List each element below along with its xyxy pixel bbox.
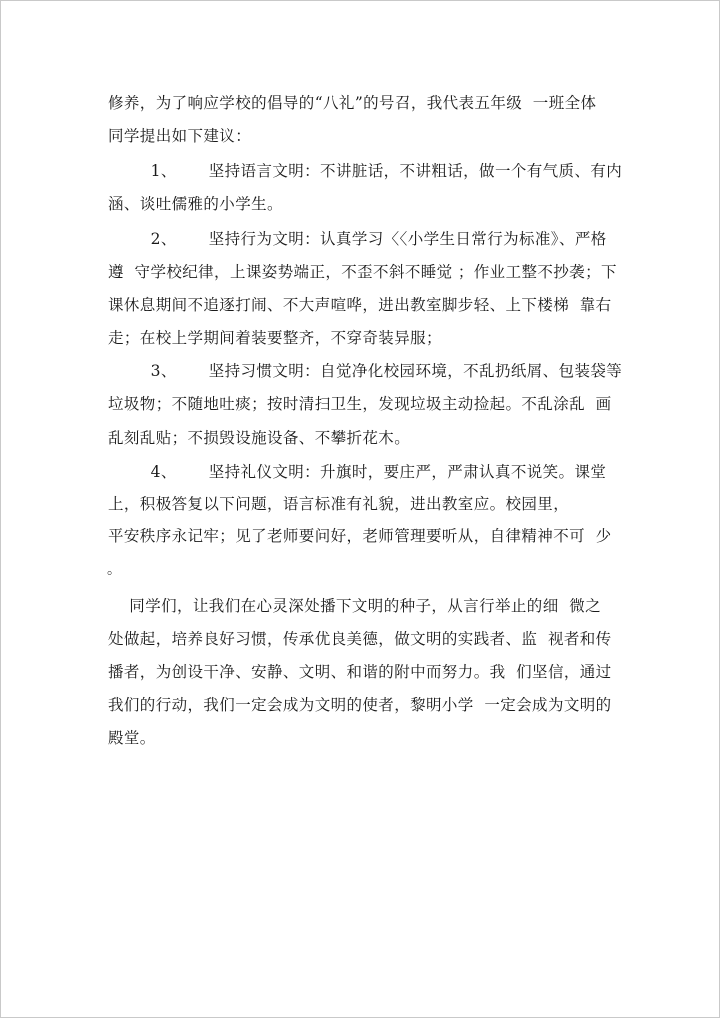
text-line: 殿堂。 <box>108 729 156 747</box>
text-line: 我们的行动，我们一定会成为文明的使者，黎明小学 一定会成为文明的 <box>108 696 612 714</box>
text-line: 遵 守学校纪律，上课姿势端正，不歪不斜不睡觉 ；作业工整不抄袭；下 <box>108 263 617 281</box>
text-line: 垃圾物；不随地吐痰；按时清扫卫生，发现垃圾主动捡起。不乱涂乱 画 <box>108 395 612 413</box>
text-line: 乱刻乱贴；不损毁设施设备、不攀折花木。 <box>108 429 411 447</box>
text-line: 修养，为了响应学校的倡导的“八礼”的号召，我代表五年级 一班全体 <box>108 94 597 112</box>
text-line: 2、 坚持行为文明：认真学习〈〈小学生日常行为标准》、严格 <box>108 230 607 248</box>
text-line: 平安秩序永记牢；见了老师要问好，老师管理要听从，自律精神不可 少 <box>108 527 612 545</box>
text-line: 涵、谈吐儒雅的小学生。 <box>108 195 283 213</box>
text-line: 走；在校上学期间着装要整齐，不穿奇装异服； <box>108 329 442 347</box>
text-line: 4、 坚持礼仪文明：升旗时，要庄严，严肃认真不说笑。课堂 <box>108 463 607 481</box>
trailing-period: 。 <box>107 562 121 578</box>
text-line: 播者，为创设干净、安静、文明、和谐的附中而努力。我 们坚信，通过 <box>108 663 612 681</box>
text-line: 上，积极答复以下问题，语言标准有礼貌，进出教室应。校园里， <box>108 495 570 513</box>
text-line: 1、 坚持语言文明：不讲脏话，不讲粗话，做一个有气质、有内 <box>108 162 623 180</box>
text-line: 处做起，培养良好习惯，传承优良美德，做文明的实践者、监 视者和传 <box>108 630 612 648</box>
text-line: 同学们，让我们在心灵深处播下文明的种子，从言行举止的细 微之 <box>108 597 602 615</box>
text-line: 同学提出如下建议： <box>108 127 252 145</box>
text-line: 课休息期间不追逐打闹、不大声喧哗，进出教室脚步轻、上下楼梯 靠右 <box>108 296 612 314</box>
text-line: 3、 坚持习惯文明：自觉净化校园环境，不乱扔纸屑、包装袋等 <box>108 362 623 380</box>
